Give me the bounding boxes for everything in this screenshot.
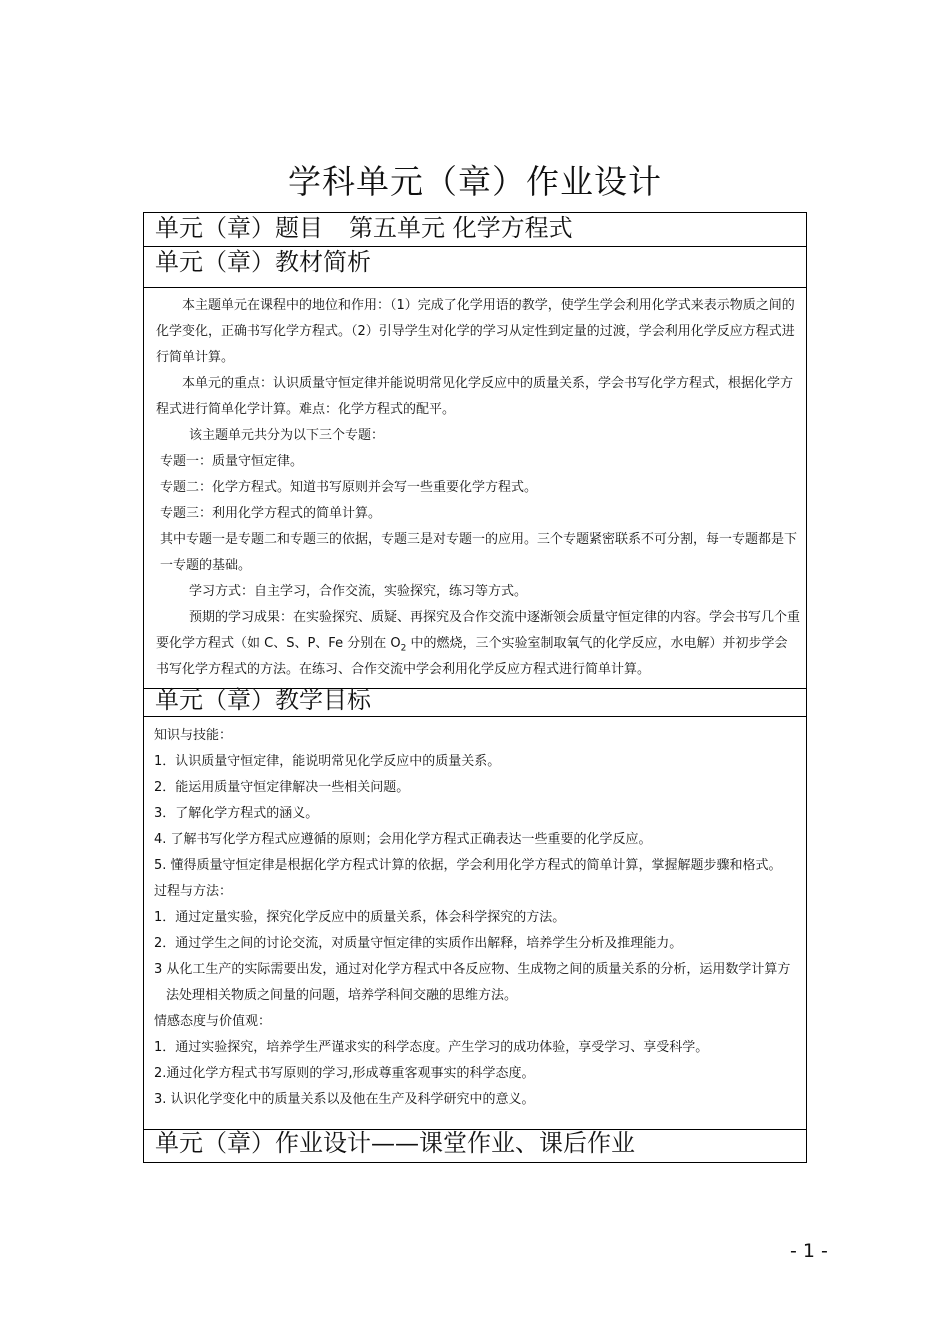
unit-table xyxy=(143,212,807,1163)
analysis-topic-3: 专题三：利用化学方程式的简单计算。 xyxy=(160,506,382,521)
analysis-paragraph-topics-intro: 该主题单元共分为以下三个专题： xyxy=(189,428,385,443)
goals-process-3: 3 从化工生产的实际需要出发，通过对化学方程式中各反应物、生成物之间的质量关系的分析，运用数学计算方法处理相关物质之间量的问题，培养学科间交融的思维方法。 xyxy=(154,962,791,1003)
unit-title-row xyxy=(144,212,806,246)
textbook-analysis-header xyxy=(144,246,806,287)
goals-emotion-1: 1．通过实验探究，培养学生严谨求实的科学态度。产生学习的成功体验，享受学习、享受科学。 xyxy=(154,1040,709,1055)
analysis-topic-2: 专题二：化学方程式。知道书写原则并会写一些重要化学方程式。 xyxy=(160,480,538,495)
goals-knowledge-2: 2．能运用质量守恒定律解决一些相关问题。 xyxy=(154,780,410,795)
analysis-paragraph-outcomes xyxy=(144,605,806,683)
document-title: 学科单元（章）作业设计 xyxy=(288,162,662,201)
goals-emotion-2: 2.通过化学方程式书写原则的学习,形成尊重客观事实的科学态度。 xyxy=(154,1066,535,1081)
page-number: - 1 - xyxy=(790,1240,828,1262)
analysis-outcomes-part2: 中的燃烧，三个实验室制取氧气的化学反应，水电解）并初步学会书写化学方程式的方法。在练习、合作交流中学会利用化学反应方程式进行简单计算。 xyxy=(156,636,788,677)
goals-knowledge-3: 3．了解化学方程式的涵义。 xyxy=(154,806,319,821)
goals-process-1: 1．通过定量实验，探究化学反应中的质量关系，体会科学探究的方法。 xyxy=(154,910,566,925)
analysis-paragraph-relations xyxy=(144,527,806,579)
goals-process-2: 2．通过学生之间的讨论交流，对质量守恒定律的实质作出解释，培养学生分析及推理能力。 xyxy=(154,936,683,951)
analysis-paragraph-role: 本主题单元在课程中的地位和作用：（1）完成了化学用语的教学，使学生学会利用化学式来表示物质之间的化学变化，正确书写化学方程式。（2）引导学生对化学的学习从定性到定量的过渡，学会利用化学反应方程式进行简单计算。 xyxy=(156,298,795,365)
teaching-goals-label: 单元（章）教学目标 xyxy=(155,686,371,714)
teaching-goals-body xyxy=(144,716,806,1129)
textbook-analysis-label: 单元（章）教材简析 xyxy=(155,248,371,276)
unit-title-label: 单元（章）题目 xyxy=(155,214,323,242)
analysis-relations-text: 其中专题一是专题二和专题三的依据，专题三是对专题一的应用。三个专题紧密联系不可分割，每一专题都是下一专题的基础。 xyxy=(160,532,798,573)
goals-knowledge-heading: 知识与技能： xyxy=(154,728,233,743)
goals-knowledge-1: 1．认识质量守恒定律，能说明常见化学反应中的质量关系。 xyxy=(154,754,501,769)
goals-knowledge-4: 4. 了解书写化学方程式应遵循的原则；会用化学方程式正确表达一些重要的化学反应。 xyxy=(154,832,652,847)
goals-process-heading: 过程与方法： xyxy=(154,884,233,899)
analysis-outcomes-part1: 预期的学习成果：在实验探究、质疑、再探究及合作交流中逐渐领会质量守恒定律的内容。学会书写几个重要化学方程式（如 C、S、P、Fe 分别在 O xyxy=(156,610,801,651)
analysis-paragraph-learning-mode: 学习方式：自主学习，合作交流，实验探究，练习等方式。 xyxy=(189,584,528,599)
homework-design-header xyxy=(144,1129,806,1163)
homework-design-label: 单元（章）作业设计——课堂作业、课后作业 xyxy=(155,1129,635,1157)
goals-emotion-heading: 情感态度与价值观： xyxy=(154,1014,272,1029)
oxygen-subscript: 2 xyxy=(400,643,407,654)
teaching-goals-header xyxy=(144,688,806,716)
textbook-analysis-body xyxy=(144,287,806,688)
analysis-paragraph-focus: 本单元的重点：认识质量守恒定律并能说明常见化学反应中的质量关系，学会书写化学方程式，根据化学方程式进行简单化学计算。难点：化学方程式的配平。 xyxy=(156,376,794,417)
analysis-topic-1: 专题一：质量守恒定律。 xyxy=(160,454,304,469)
unit-title-value: 第五单元 化学方程式 xyxy=(349,214,573,242)
goals-knowledge-5: 5. 懂得质量守恒定律是根据化学方程式计算的依据，学会利用化学方程式的简单计算，掌握解题步骤和格式。 xyxy=(154,858,782,873)
goals-emotion-3: 3. 认识化学变化中的质量关系以及他在生产及科学研究中的意义。 xyxy=(154,1092,535,1107)
